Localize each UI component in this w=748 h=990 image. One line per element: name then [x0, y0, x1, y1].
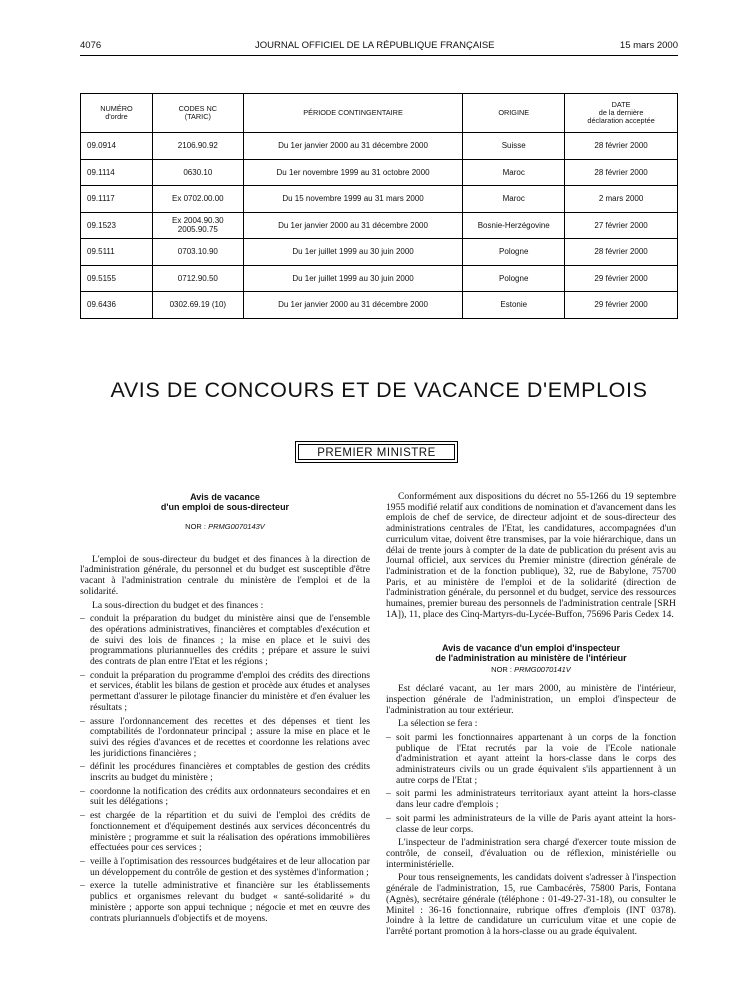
cell-periode: Du 1er janvier 2000 au 31 décembre 2000	[243, 292, 463, 319]
cell-code-line: Ex 0702.00.00	[172, 194, 224, 204]
cell-code-line: 0302.69.19 (10)	[169, 300, 227, 310]
list-item: – définit les procédures financières et comptables de gestion des crédits inscrits au budget du ministère ;	[80, 762, 370, 783]
cell-numero: 09.5111	[81, 239, 153, 266]
list-item: – soit parmi les administrateurs de la ville de Paris ayant atteint la hors-classe de leur corps.	[386, 814, 676, 835]
cell-code-line: Ex 2004.90.30	[172, 216, 224, 226]
cell-code	[152, 186, 243, 213]
notice2-para1: Est déclaré vacant, au 1er mars 2000, au ministère de l'intérieur, inspection générale de l'administration, un emploi d'inspecteur de l'administration au tour extérieur.	[386, 683, 676, 716]
column-header	[463, 94, 565, 133]
cell-origine: Pologne	[463, 265, 565, 292]
cell-code	[152, 133, 243, 160]
notice2-title-line2: de l'administration au ministère de l'intérieur	[435, 653, 627, 664]
cell-origine: Bosnie-Herzégovine	[463, 212, 565, 239]
cell-date: 28 février 2000	[565, 159, 678, 186]
cell-periode: Du 1er novembre 1999 au 31 octobre 2000	[243, 159, 463, 186]
cell-periode: Du 1er janvier 2000 au 31 décembre 2000	[243, 133, 463, 160]
cell-origine: Maroc	[463, 186, 565, 213]
cell-date: 28 février 2000	[565, 239, 678, 266]
cell-numero: 09.1114	[81, 159, 153, 186]
main-title: AVIS DE CONCOURS ET DE VACANCE D'EMPLOIS	[110, 378, 648, 402]
cell-code	[152, 292, 243, 319]
notice2-para3: L'inspecteur de l'administration sera chargé d'exercer toute mission de contrôle, de conseil, d'évaluation ou de réflexion, ministérielle ou interministérielle.	[386, 837, 676, 870]
cell-date: 27 février 2000	[565, 212, 678, 239]
notice1-list	[80, 614, 370, 924]
column-header-text: déclaration acceptée	[587, 116, 655, 125]
cell-origine: Pologne	[463, 239, 565, 266]
header-rule	[80, 55, 678, 56]
list-item: – veille à l'optimisation des ressources budgétaires et de leur allocation par un développement du contrôle de gestion et des systèmes d'information ;	[80, 857, 370, 878]
cell-origine: Maroc	[463, 159, 565, 186]
cell-numero: 09.6436	[81, 292, 153, 319]
table-row	[81, 292, 678, 319]
cell-code	[152, 212, 243, 239]
cell-code-line: 0703.10.90	[177, 247, 218, 257]
nor-label: NOR :	[185, 522, 207, 531]
notice2-para4: Pour tous renseignements, les candidats doivent s'adresser à l'inspection générale de l'administration, 15, rue Cambacérès, 75800 Paris, Fontana (Agnès), secrétaire générale (téléphone : 01-49-27-31-18), ou consulter le Minitel : 36-16 fonctionnaire, rubrique offres d'emplois (INT 0378). Joindre à la lettre de candidature un curriculum vitae et une copie de l'arrêté portant promotion à la hors-classe ou au grade équivalent.	[386, 872, 676, 937]
column-header-text: PÉRIODE CONTINGENTAIRE	[303, 108, 403, 117]
column-header	[243, 94, 463, 133]
cell-date: 29 février 2000	[565, 265, 678, 292]
column-header	[152, 94, 243, 133]
nor-code: PRMG0070143V	[208, 522, 265, 531]
list-item: – soit parmi les administrateurs territoriaux ayant atteint la hors-classe dans leur cadre d'emplois ;	[386, 789, 676, 810]
column-header	[565, 94, 678, 133]
notice1-title-line1: Avis de vacance	[190, 492, 260, 502]
table-row	[81, 212, 678, 239]
notice1-para1: L'emploi de sous-directeur du budget et des finances à la direction de l'administration générale, du personnel et du budget est susceptible d'être vacant à l'administration centrale du ministère de l'emploi et de la solidarité.	[80, 553, 370, 597]
cell-code-line: 0630.10	[183, 167, 213, 177]
column-header-text: NUMÉRO	[100, 104, 133, 113]
section-title: PREMIER MINISTRE	[298, 444, 455, 460]
notice1-title-line2: d'un emploi de sous-directeur	[160, 502, 290, 512]
cell-periode: Du 1er juillet 1999 au 30 juin 2000	[243, 265, 463, 292]
list-item: – coordonne la notification des crédits aux ordonnateurs secondaires et en suit les délégations ;	[80, 787, 370, 808]
column-header-text: d'ordre	[105, 112, 128, 121]
left-column	[80, 492, 370, 927]
cell-periode: Du 1er juillet 1999 au 30 juin 2000	[243, 239, 463, 266]
table-row	[81, 265, 678, 292]
table-body	[81, 133, 678, 319]
cell-numero: 09.1117	[81, 186, 153, 213]
quota-table	[80, 93, 678, 319]
right-column	[386, 492, 676, 941]
notice1-nor	[80, 522, 370, 533]
issue-date: 15 mars 2000	[619, 40, 678, 51]
cell-code	[152, 159, 243, 186]
list-item: – conduit la préparation du programme d'emploi des crédits des directions et services, établit les bilans de gestion et procède aux études et analyses permettant d'assurer le pilotage financier du ministère et d'en évaluer les résultats ;	[80, 671, 370, 714]
list-item: – assure l'ordonnancement des recettes et des dépenses et tient les comptabilités de l'ordonnateur principal ; assure la mise en place et le suivi des régies d'avances et de recettes et coordonne les relations avec les juridictions financières ;	[80, 717, 370, 760]
cell-code	[152, 239, 243, 266]
table-header-row	[81, 94, 678, 133]
list-item: – conduit la préparation du budget du ministère ainsi que de l'ensemble des opérations administratives, financières et comptables d'exécution et de suivi des lois de finances ; la mise en place et le suivi des programmations pluriannuelles des crédits ; prépare et assure le suivi des contrats de plan entre l'Etat et les régions ;	[80, 614, 370, 668]
cell-date: 2 mars 2000	[565, 186, 678, 213]
cell-numero: 09.1523	[81, 212, 153, 239]
section-title-box	[295, 441, 458, 463]
column-header-text: (TARIC)	[184, 112, 211, 121]
column-header-text: de la dernière	[598, 108, 644, 117]
list-item: – soit parmi les fonctionnaires appartenant à un corps de la fonction publique de l'Etat recrutés par la voie de l'Ecole nationale d'administration et ayant atteint la hors-classe dans le corps des administrateurs civils ou un grade équivalent s'ils appartiennent à un autre corps de l'Etat ;	[386, 733, 676, 787]
page-header	[80, 40, 678, 56]
cell-origine: Suisse	[463, 133, 565, 160]
column-header	[81, 94, 153, 133]
cell-code-line: 0712.90.50	[177, 273, 218, 283]
cell-numero: 09.5155	[81, 265, 153, 292]
table-row	[81, 133, 678, 160]
cell-code-line: 2005.90.75	[177, 225, 218, 235]
column-header-text: DATE	[611, 100, 631, 109]
list-item: – est chargée de la répartition et du suivi de l'emploi des crédits de fonctionnement et d'équipement destinés aux services déconcentrés du ministère ; programme et suit la réalisation des opérations immobilières effectuées pour ces services ;	[80, 811, 370, 854]
cell-date: 28 février 2000	[565, 133, 678, 160]
list-item: – exerce la tutelle administrative et financière sur les établissements publics et organismes relevant du budget « santé-solidarité » du ministère ; apporte son appui technique ; négocie et met en œuvre des contrats pluriannuels d'objectifs et de moyens.	[80, 881, 370, 924]
cell-origine: Estonie	[463, 292, 565, 319]
notice2-list	[386, 733, 676, 835]
cell-date: 29 février 2000	[565, 292, 678, 319]
notice1-para-right: Conformément aux dispositions du décret no 55-1266 du 19 septembre 1955 modifié relatif aux conditions de nomination et d'avancement dans les emplois de chef de service, de directeur adjoint et de sous-directeur des administrations centrales de l'Etat, les candidatures, accompagnées d'un curriculum vitae, doivent être transmises, par la voie hiérarchique, dans un délai de trente jours à compter de la date de publication du présent avis au Journal officiel, aux services du Premier ministre (direction générale de l'administration et de la fonction publique), 32, rue de Babylone, 75700 Paris, et au ministère de l'emploi et de la solidarité (direction de l'administration générale, du personnel et du budget, service des ressources humaines, premier bureau des personnels de l'administration centrale [SRH 1A]), 11, place des Cinq-Martyrs-du-Lycée-Buffon, 75696 Paris Cedex 14.	[386, 491, 676, 620]
cell-numero: 09.0914	[81, 133, 153, 160]
nor-label: NOR :	[491, 665, 513, 675]
page-number: 4076	[80, 40, 102, 51]
notice2-para2: La sélection se fera :	[398, 718, 478, 730]
notice2-nor	[386, 665, 676, 676]
journal-title: JOURNAL OFFICIEL DE LA RÉPUBLIQUE FRANÇAISE	[255, 40, 495, 51]
notice1-para2: La sous-direction du budget et des finances :	[92, 599, 264, 611]
notice2-title-line1: Avis de vacance d'un emploi d'inspecteur	[441, 643, 620, 654]
column-header-text: CODES NC	[178, 104, 218, 113]
cell-periode: Du 1er janvier 2000 au 31 décembre 2000	[243, 212, 463, 239]
table-row	[81, 159, 678, 186]
cell-periode: Du 15 novembre 1999 au 31 mars 2000	[243, 186, 463, 213]
cell-code	[152, 265, 243, 292]
table-row	[81, 186, 678, 213]
column-header-text: ORIGINE	[498, 108, 530, 117]
cell-code-line: 2106.90.92	[177, 141, 218, 151]
nor-code: PRMG0070141V	[514, 665, 571, 675]
table-row	[81, 239, 678, 266]
